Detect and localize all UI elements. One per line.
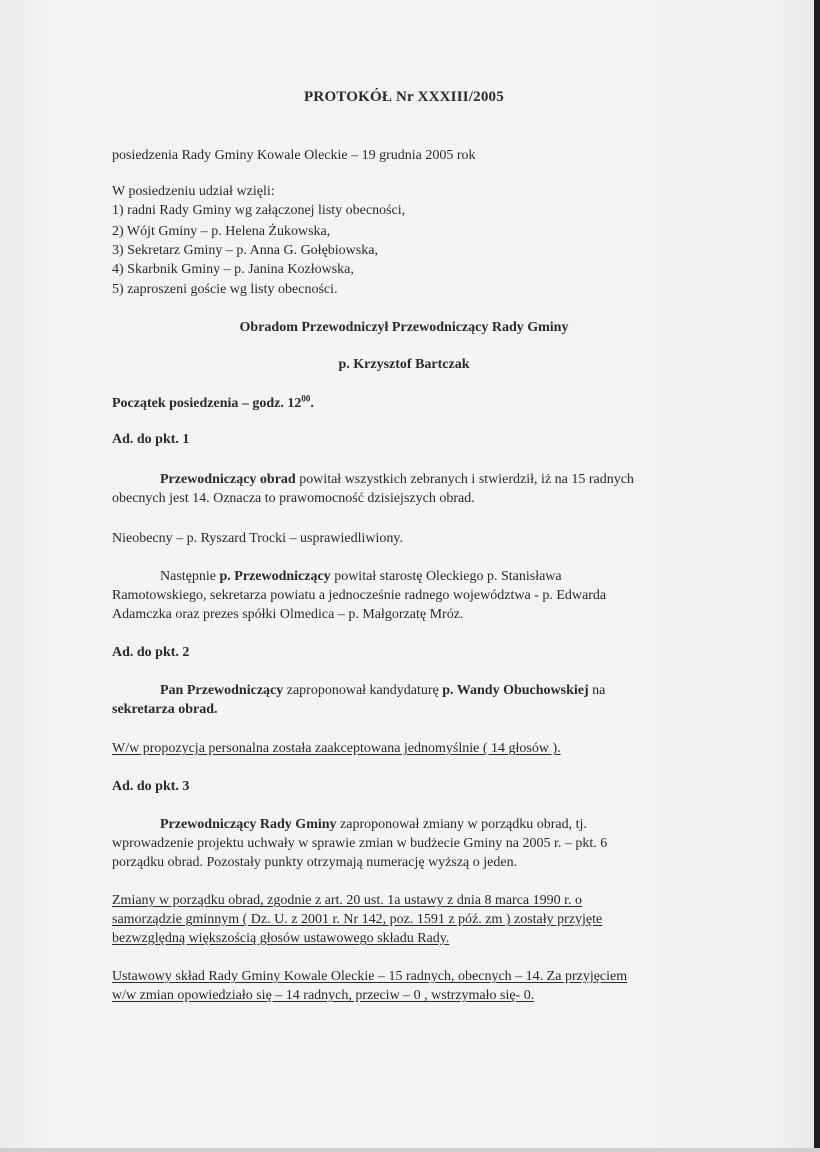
pkt1-paragraph: Przewodniczący obrad powitał wszystkich zebranych i stwierdził, iż na 15 radnych xyxy=(160,472,634,487)
pkt3-vote-line: w/w zmian opowiedziało się – 14 radnych, przeciw – 0 , wstrzymało się- 0. xyxy=(112,988,535,1003)
pkt3-legal-basis-line: samorządzie gminnym ( Dz. U. z 2001 r. Nr 142, poz. 1591 z póź. zm ) zostały przyjęte xyxy=(112,912,603,927)
attendance-item: 3) Sekretarz Gminy – p. Anna G. Gołębiowska, xyxy=(112,243,378,258)
section-heading-pkt3: Ad. do pkt. 3 xyxy=(112,779,190,794)
attendance-item: 4) Skarbnik Gminy – p. Janina Kozłowska, xyxy=(112,262,354,277)
pkt3-vote: Ustawowy skład Rady Gminy Kowale Oleckie – 15 radnych, obecnych – 14. Za przyjęciem xyxy=(112,969,628,984)
chair-line: Obradom Przewodniczył Przewodniczący Rady Gminy xyxy=(239,320,569,335)
section-heading-pkt2: Ad. do pkt. 2 xyxy=(112,645,190,660)
pkt3-paragraph-line: porządku obrad. Pozostały punkty otrzymają numerację wyższą o jeden. xyxy=(112,855,518,870)
section-heading-pkt1: Ad. do pkt. 1 xyxy=(112,432,190,447)
pkt2-result: W/w propozycja personalna została zaakceptowana jednomyślnie ( 14 głosów ). xyxy=(112,741,561,756)
chair-name: p. Krzysztof Bartczak xyxy=(338,357,470,372)
pkt3-paragraph: Przewodniczący Rady Gminy zaproponował zmiany w porządku obrad, tj. xyxy=(160,817,587,832)
pkt1-paragraph-line: obecnych jest 14. Oznacza to prawomocność dzisiejszych obrad. xyxy=(112,491,475,506)
attendance-header: W posiedzeniu udział wzięli: xyxy=(112,184,275,199)
pkt3-paragraph-line: wprowadzenie projektu uchwały w sprawie zmian w budżecie Gminy na 2005 r. – pkt. 6 xyxy=(112,836,608,851)
scan-edge xyxy=(814,0,820,1152)
attendance-item: 1) radni Rady Gminy wg załączonej listy obecności, xyxy=(112,203,406,218)
attendance-item: 2) Wójt Gminy – p. Helena Żukowska, xyxy=(112,224,331,239)
pkt2-paragraph: Pan Przewodniczący zaproponował kandydaturę p. Wandy Obuchowskiej na xyxy=(160,683,606,698)
absent-note: Nieobecny – p. Ryszard Trocki – usprawiedliwiony. xyxy=(112,531,403,546)
pkt3-legal-basis: Zmiany w porządku obrad, zgodnie z art. 20 ust. 1a ustawy z dnia 8 marca 1990 r. o xyxy=(112,893,583,908)
intro-line: posiedzenia Rady Gminy Kowale Oleckie – 19 grudnia 2005 rok xyxy=(112,148,476,163)
session-start: Początek posiedzenia – godz. $12^{00}$. xyxy=(112,393,314,411)
attendance-item: 5) zaproszeni goście wg listy obecności. xyxy=(112,282,338,297)
pkt2-paragraph-line: sekretarza obrad. xyxy=(112,702,218,717)
scan-edge-bottom xyxy=(0,1148,820,1152)
page-title: PROTOKÓŁ Nr XXXIII/2005 xyxy=(304,89,504,105)
pkt3-legal-basis-line: bezwzględną większością głosów ustawowego składu Rady. xyxy=(112,931,450,946)
pkt1-guests: Następnie p. Przewodniczący powitał starostę Oleckiego p. Stanisława xyxy=(160,569,562,584)
pkt1-guests-line: Adamczka oraz prezes spółki Olmedica – p. Małgorzatę Mróz. xyxy=(112,607,464,622)
pkt1-guests-line: Ramotowskiego, sekretarza powiatu a jednocześnie radnego województwa - p. Edwarda xyxy=(112,588,607,603)
